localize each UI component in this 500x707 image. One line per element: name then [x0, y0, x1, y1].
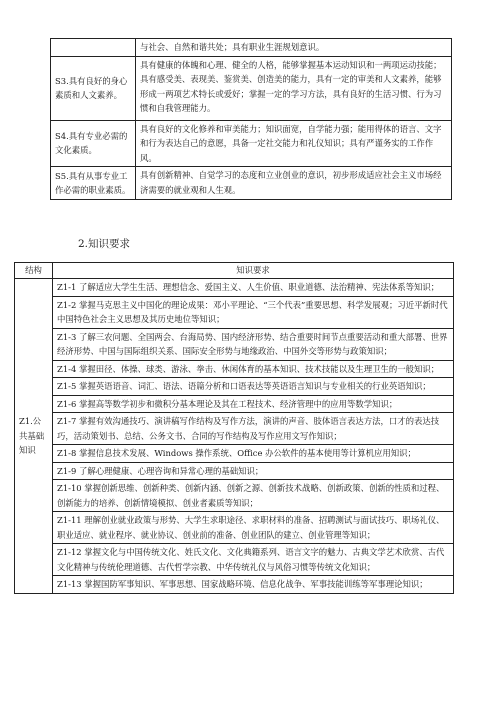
quality-text: 具有创新精神、自觉学习的态度和立业创业的意识，初步形成适应社会主义市场经济需要的就业观和人生观。 — [136, 167, 452, 200]
table-header-row — [15, 263, 454, 279]
table-row — [51, 167, 452, 200]
table-row — [15, 544, 454, 576]
knowledge-item: Z1-6 掌握高等数学初步和微积分基本理论及其在工程技术、经济管理中的应用等数学知识； — [53, 395, 454, 413]
table-row — [15, 445, 454, 463]
section-title: 2.知识要求 — [78, 238, 131, 250]
table-row — [15, 413, 454, 445]
knowledge-requirements-table — [14, 262, 454, 594]
table-row — [51, 39, 452, 57]
knowledge-item: Z1-8 掌握信息技术发展、Windows 操作系统、Office 办公软件的基本使用等计算机应用知识； — [53, 445, 454, 463]
table-row — [15, 480, 454, 512]
quality-text: 具有健康的体魄和心理、健全的人格，能够掌握基本运动知识和一两项运动技能；具有感受美、表现美、鉴赏美、创造美的能力，具有一定的审美和人文素养，能够形成一两项艺术特长或爱好；掌握一定的学习方法，具有良好的生活习惯、行为习惯和自我管理能力。 — [136, 56, 452, 120]
table-row — [15, 576, 454, 594]
quality-label: S3.具有良好的身心素质和人文素养。 — [51, 56, 136, 120]
knowledge-item: Z1-4 掌握田径、体操、球类、游泳、拳击、休闲体育的基本知识、技术技能以及生理卫生的一般知识； — [53, 360, 454, 378]
table-row — [15, 395, 454, 413]
column-header-requirements: 知识要求 — [53, 263, 454, 279]
quality-text: 与社会、自然和谐共处；具有职业生涯规划意识。 — [136, 39, 452, 57]
knowledge-item: Z1-12 掌握文化与中国传统文化、姓氏文化、文化典籍系列、语言文字的魅力、古典文学艺术欣赏、古代文化精神与传统伦理道德、古代哲学宗教、中华传统礼仪与风俗习惯等传统文化知识； — [53, 544, 454, 576]
table-row — [15, 328, 454, 360]
quality-requirements-table — [50, 38, 452, 200]
table-row — [51, 120, 452, 167]
quality-text: 具有良好的文化修养和审美能力；知识面宽，自学能力强；能用得体的语言、文字和行为表达自己的意愿，具备一定社交能力和礼仪知识；具有严谨务实的工作作风。 — [136, 120, 452, 167]
structure-label: Z1.公共基础知识 — [15, 279, 53, 594]
table-row — [15, 462, 454, 480]
table-row — [15, 296, 454, 328]
knowledge-item: Z1-7 掌握有效沟通技巧、演讲稿写作结构及写作方法，演讲的声音、肢体语言表达方法，口才的表达技巧，活动策划书、总结、公务文书、合同的写作结构及写作应用文写作知识； — [53, 413, 454, 445]
knowledge-item: Z1-3 了解三农问题、全国两会、台海局势、国内经济形势、结合重要时间节点重要活动和重大部署、世界经济形势、中国与国际组织关系、国际安全形势与地缘政治、中国外交等形势与政策知识； — [53, 328, 454, 360]
quality-label — [51, 39, 136, 57]
table-row — [15, 360, 454, 378]
table-row — [15, 512, 454, 544]
knowledge-item: Z1-11 理解创业就业政策与形势、大学生求职途径、求职材料的准备、招聘测试与面试技巧、职场礼仪、职业适应、就业程序、就业协议、创业前的准备、创业团队的建立、创业管理等知识； — [53, 512, 454, 544]
knowledge-item: Z1-2 掌握马克思主义中国化的理论成果：邓小平理论、“三个代表”重要思想、科学发展观；习近平新时代中国特色社会主义思想及其历史地位等知识； — [53, 296, 454, 328]
table-row — [15, 279, 454, 297]
column-header-structure: 结构 — [15, 263, 53, 279]
knowledge-item: Z1-10 掌握创新思维、创新种类、创新内涵、创新之源、创新技术战略、创新政策、创新的性质和过程、创新能力的培养、创新情境模拟、创业者素质等知识； — [53, 480, 454, 512]
knowledge-item: Z1-5 掌握英语语音、词汇、语法、语篇分析和口语表达等英语语言知识与专业相关的行业英语知识； — [53, 378, 454, 396]
knowledge-item: Z1-1 了解适应大学生生活、理想信念、爱国主义、人生价值、职业道德、法治精神、宪法体系等知识； — [53, 279, 454, 297]
quality-label: S4.具有专业必需的文化素质。 — [51, 120, 136, 167]
knowledge-item: Z1-13 掌握国防军事知识、军事思想、国家战略环境、信息化战争、军事技能训练等军事理论知识； — [53, 576, 454, 594]
table-row — [51, 56, 452, 120]
quality-label: S5.具有从事专业工作必需的职业素质。 — [51, 167, 136, 200]
knowledge-item: Z1-9 了解心理健康、心理咨询和异常心理的基础知识； — [53, 462, 454, 480]
table-row — [15, 378, 454, 396]
